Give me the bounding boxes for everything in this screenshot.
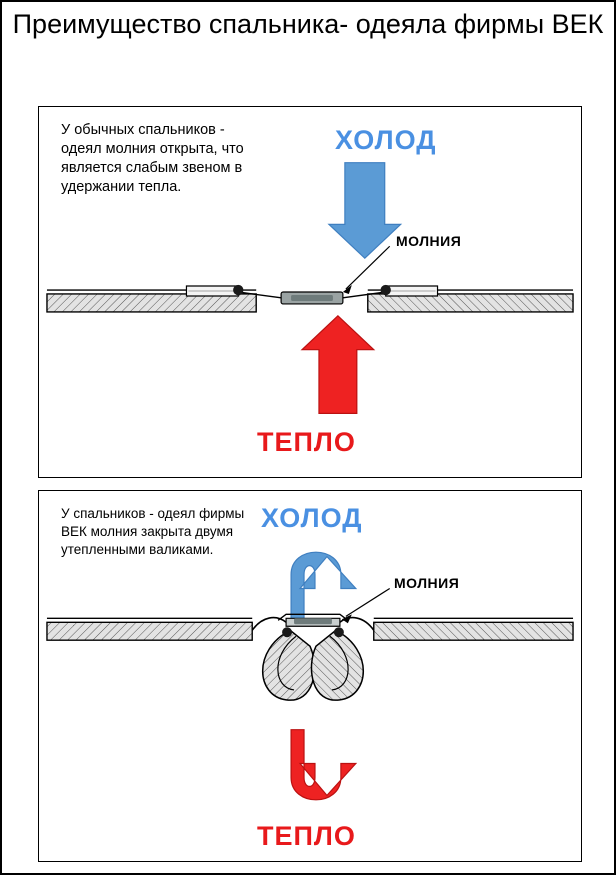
zipper-tape-right-top bbox=[342, 285, 438, 298]
fabric-right-bottom bbox=[374, 618, 573, 640]
heat-arrow-bottom bbox=[291, 730, 356, 800]
insulated-roll-left bbox=[263, 630, 315, 700]
caption-open-zipper: У обычных спальников - одеял молния открыта, что является слабым звеном в удержании тепла. bbox=[61, 122, 244, 195]
heat-arrow-top bbox=[302, 316, 374, 413]
zipper-slider-top bbox=[281, 292, 343, 304]
insulated-roll-right bbox=[311, 630, 363, 700]
zipper-label-bottom: МОЛНИЯ bbox=[394, 575, 460, 591]
zipper-slider-bottom bbox=[278, 614, 348, 637]
fabric-left-bottom bbox=[47, 618, 252, 640]
caption-closed-zipper: У спальников - одеял фирмы ВЕК молния закрыта двумя утепленными валиками. bbox=[61, 506, 245, 557]
heat-label-bottom: ТЕПЛО bbox=[257, 821, 356, 851]
panel-closed-zipper bbox=[38, 490, 582, 862]
panel-open-zipper bbox=[38, 106, 582, 478]
open-zipper-illustration bbox=[39, 107, 581, 477]
cold-label-bottom: ХОЛОД bbox=[261, 503, 363, 533]
page-title: Преимущество спальника- одеяла фирмы ВЕК bbox=[12, 9, 604, 39]
zipper-label-top: МОЛНИЯ bbox=[396, 233, 462, 249]
cold-label-top: ХОЛОД bbox=[335, 125, 437, 155]
cold-arrow-bottom bbox=[286, 539, 356, 623]
cold-arrow-top bbox=[329, 163, 401, 258]
heat-label-top: ТЕПЛО bbox=[257, 427, 356, 457]
zipper-tape-left-top bbox=[186, 285, 282, 298]
closed-zipper-illustration bbox=[39, 491, 581, 861]
